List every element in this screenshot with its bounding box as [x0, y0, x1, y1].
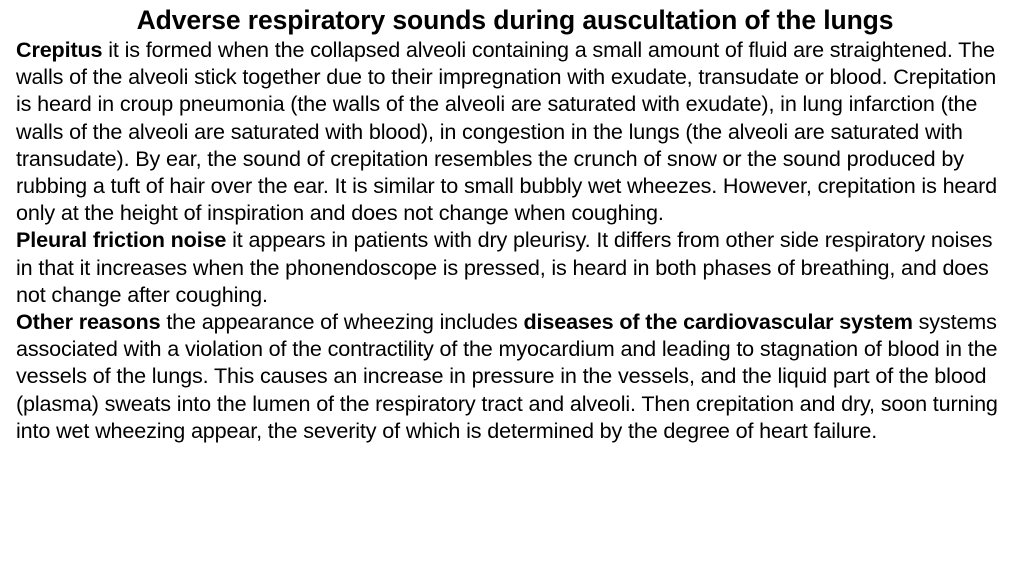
other-reasons-text-b: systems associated with a violation of the contractility of the myocardium and leading to stagnation of blood in the vessels of the lungs. This causes an increase in pressure in the vessels, and the liquid part of the blood (plasma) sweats into the lumen of the respiratory tract and alveoli. Then crepitation and dry, soon turning into wet wheezing appear, the severity of which is determined by the degree of heart failure.	[16, 309, 998, 443]
pleural-friction-text: it appears in patients with dry pleurisy. It differs from other side respiratory noises in that it increases when the phonendoscope is pressed, is heard in both phases of breathing, and does not change after coughing.	[16, 227, 993, 307]
pleural-friction-term: Pleural friction noise	[16, 227, 227, 253]
pleural-friction-paragraph	[16, 226, 1014, 308]
slide-title: Adverse respiratory sounds during auscultation of the lungs	[136, 5, 894, 35]
crepitus-text: it is formed when the collapsed alveoli containing a small amount of fluid are straightened. The walls of the alveoli stick together due to their impregnation with exudate, transudate or blood. Crepitation is heard in croup pneumonia (the walls of the alveoli are saturated with exudate), in lung infarction (the walls of the alveoli are saturated with blood), in congestion in the lungs (the alveoli are saturated with transudate). By ear, the sound of crepitation resembles the crunch of snow or the sound produced by rubbing a tuft of hair over the ear. It is similar to small bubbly wet wheezes. However, crepitation is heard only at the height of inspiration and does not change when coughing.	[16, 37, 998, 226]
cardiovascular-term: diseases of the cardiovascular system	[523, 309, 913, 335]
crepitus-paragraph	[16, 36, 1014, 226]
other-reasons-paragraph	[16, 308, 1014, 444]
other-reasons-term: Other reasons	[16, 309, 161, 335]
crepitus-term: Crepitus	[16, 37, 103, 62]
other-reasons-text-a: the appearance of wheezing includes	[160, 309, 524, 335]
